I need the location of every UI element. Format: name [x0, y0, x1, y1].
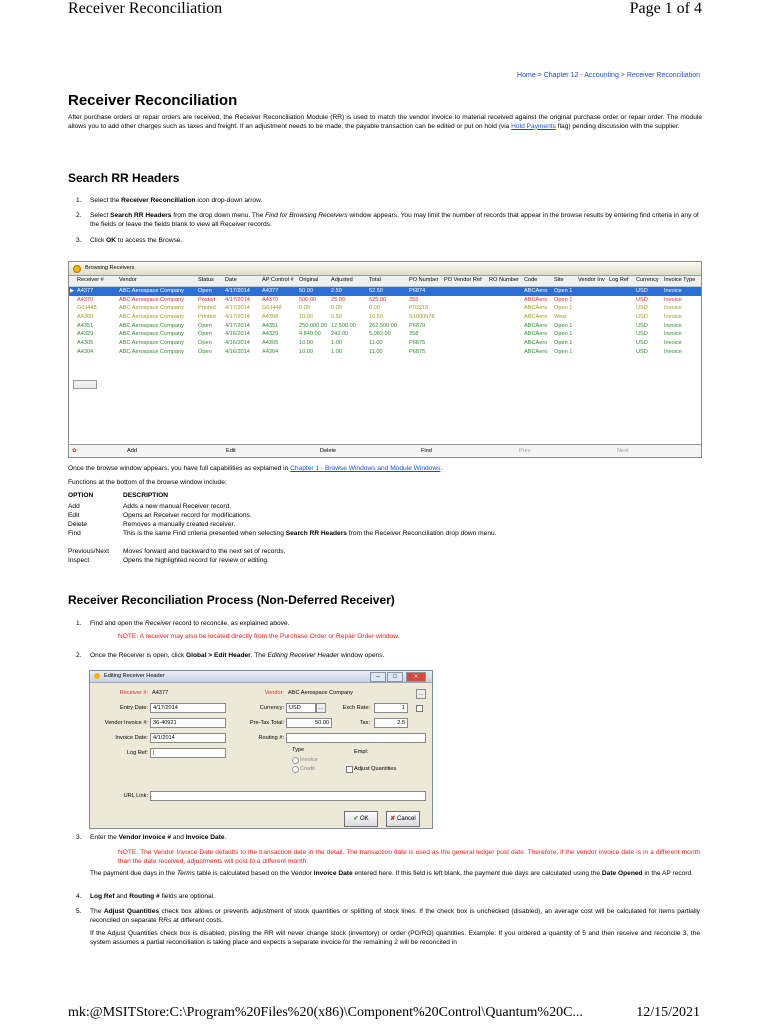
para-text: If the Adjust Quantities check box is disabled, posting the RR will never change stock (inventory) or order (PO/RO) quantities. Example: If you ordered a quantity of 5 and then receive and reconcile 3, the system assumes a partial reconciliation is taking place and expects a separate invoice for the remaining 2 will be reconciled in	[90, 930, 700, 946]
currency-lookup-button[interactable]: …	[316, 703, 326, 713]
step-text: The	[90, 908, 102, 915]
para-italic: Terms	[176, 870, 195, 877]
table-cell: A4377	[262, 288, 279, 294]
table-cell: Open	[198, 322, 212, 329]
table-cell: 50.00	[299, 288, 313, 294]
step-text: Once the Receiver is open, click	[90, 652, 185, 659]
adjust-quantities-label: Adjust Quantities	[354, 766, 397, 772]
maximize-button[interactable]: □	[387, 672, 403, 682]
step-italic: Find for Browsing Receivers	[265, 212, 348, 219]
table-cell: ABCAero	[524, 305, 548, 312]
option-column-header: OPTION	[68, 492, 94, 499]
grid-header-row	[69, 276, 701, 287]
table-cell: USD	[636, 322, 648, 329]
step-text: and	[116, 893, 128, 900]
step-italic: Receiver	[145, 620, 172, 627]
table-cell: 0.00	[331, 305, 342, 312]
url-link-field[interactable]	[150, 791, 426, 801]
adjust-quantities-checkbox[interactable]	[346, 766, 353, 773]
step-text: Click	[90, 237, 105, 244]
routing-number-label: Routing #:	[258, 735, 284, 741]
invoice-date-field[interactable]: 4/1/2014	[150, 733, 226, 743]
minimize-button[interactable]: –	[370, 672, 386, 682]
step-text: window opens.	[340, 652, 385, 659]
table-cell: 4,840.00	[299, 331, 321, 338]
table-cell: 25.00	[331, 296, 345, 303]
column-header[interactable]: PO Number	[409, 277, 439, 283]
table-cell: Posted	[198, 296, 216, 303]
para-bold: Invoice Date	[313, 870, 353, 877]
editing-receiver-header-dialog	[89, 670, 433, 829]
table-cell: P03218	[409, 305, 429, 312]
browse-title: Browsing Receivers	[85, 265, 135, 271]
vendor-label: Vendor:	[264, 690, 284, 696]
table-row[interactable]	[69, 330, 701, 339]
option-name: Add	[68, 503, 80, 510]
table-cell: 500.00	[299, 296, 317, 303]
type-invoice-radio[interactable]	[292, 757, 299, 764]
pre-tax-total-label: Pre-Tax Total:	[249, 720, 284, 726]
table-row[interactable]	[69, 287, 701, 296]
para-text: entered here. If this field is left blank, the payment due days are calculated using the	[354, 870, 601, 877]
after-browse-sentence: Once the browse window appears, you have full capabilities as explained in	[68, 465, 289, 472]
tax-label: Tax:	[359, 720, 370, 726]
cancel-label: Cancel	[397, 816, 416, 822]
table-cell: 1.00	[331, 348, 342, 355]
table-cell: ABC Aerospace Company	[119, 340, 184, 347]
find-button[interactable]: Find	[421, 448, 432, 454]
option-name: Find	[68, 530, 81, 537]
table-cell: 4/17/2014	[225, 305, 250, 312]
entry-date-label: Entry Date:	[120, 705, 148, 711]
intro-text: After purchase orders or repair orders are received, the Receiver Reconciliation Module (RR) is used to match the vendor invoice to material received against the original purchase order or repair order. The module allows you to add other charges such as taxes and freight. If an adjustment needs to be made, the payable transaction can be edited or put on hold (via	[68, 114, 702, 130]
footer-date: 12/15/2021	[636, 1005, 700, 1020]
column-header[interactable]: Adjusted	[331, 277, 353, 283]
column-header[interactable]: Receiver #	[77, 277, 104, 283]
table-cell: P6879	[409, 322, 426, 329]
page-number: Page 1 of 4	[629, 0, 702, 17]
table-cell: A4304	[262, 348, 279, 355]
exchange-rate-field[interactable]: 1	[374, 703, 408, 713]
table-cell: A4305	[262, 340, 279, 347]
table-row[interactable]	[69, 348, 701, 357]
table-cell: 12,500.00	[331, 322, 356, 329]
table-cell: 0.00	[299, 305, 310, 312]
table-cell: Invoice	[664, 288, 682, 294]
table-row[interactable]	[69, 339, 701, 348]
intro-text-end: flag) pending discussion with the supplier.	[557, 122, 680, 130]
table-cell: Open 1	[554, 322, 573, 329]
column-header[interactable]: Log Ref	[609, 277, 629, 283]
app-icon	[94, 673, 100, 679]
vendor-invoice-label: Vendor Invoice #:	[104, 720, 148, 726]
table-cell: ABCAero	[524, 322, 548, 329]
column-header[interactable]: Total	[369, 277, 381, 283]
pre-tax-total-field[interactable]: 50.00	[286, 718, 332, 728]
option-description: Moves forward and backward to the next set of records.	[123, 548, 286, 555]
step-text: Select the	[90, 197, 120, 204]
table-cell: 4/17/2014	[225, 296, 250, 303]
step-number: 4.	[76, 893, 82, 900]
table-cell: USD	[636, 340, 648, 347]
step-text: and	[172, 834, 184, 841]
breadcrumb-chapter[interactable]: Chapter 12 - Accounting	[543, 72, 619, 79]
step-text: .	[224, 834, 227, 841]
column-header[interactable]: Currency	[636, 277, 659, 283]
row-selector-icon: ▶	[70, 288, 75, 294]
table-cell: 4/17/2014	[225, 322, 250, 329]
column-header[interactable]: RO Number	[489, 277, 519, 283]
ok-label: OK	[360, 816, 369, 822]
period: .	[440, 465, 443, 472]
table-cell: Open	[198, 340, 212, 347]
column-header[interactable]: Site	[554, 277, 564, 283]
column-header[interactable]: Code	[524, 277, 538, 283]
column-header[interactable]: PO Vendor Ref	[444, 277, 482, 283]
hold-payments-link[interactable]: Hold Payments	[511, 122, 556, 130]
table-cell: 358	[409, 331, 419, 338]
table-cell: Invoice	[664, 296, 682, 303]
step-text: icon drop-down arrow.	[197, 197, 263, 204]
chapter-1-link[interactable]: Chapter 1 - Browse Windows and Module Windows	[290, 465, 441, 472]
table-cell: Open	[198, 331, 212, 338]
table-cell: Printed	[198, 314, 216, 321]
table-cell: Open 1	[554, 331, 573, 338]
table-cell: 2.50	[331, 288, 342, 294]
search-rr-heading: Search RR Headers	[68, 171, 180, 185]
step-number: 3.	[76, 834, 82, 841]
option-description: Removes a manually created receiver.	[123, 521, 236, 528]
table-cell: 10.00	[299, 348, 313, 355]
table-row[interactable]	[69, 296, 701, 305]
para-text: table is calculated based on the Vendor	[196, 870, 312, 877]
table-cell: ABC Aerospace Company	[119, 296, 184, 303]
table-cell: Open 1	[554, 288, 573, 294]
column-header[interactable]: Date	[225, 277, 237, 283]
step-bold: Log Ref	[90, 893, 115, 900]
ok-button[interactable]	[344, 811, 378, 827]
table-cell: USD	[636, 348, 648, 355]
option-name: Edit	[68, 512, 80, 519]
vendor-invoice-field[interactable]: 36-40921	[150, 718, 226, 728]
table-cell: 11.00	[369, 340, 383, 347]
prev-button[interactable]: Prev	[519, 448, 531, 454]
step-bold: Receiver Reconciliation	[121, 197, 196, 204]
step-bold: Search RR Headers	[110, 212, 172, 219]
table-cell: ABC Aerospace Company	[119, 331, 184, 338]
breadcrumb-home[interactable]: Home	[517, 72, 536, 79]
para-text: in the AP record.	[644, 870, 694, 877]
step-text: Find and open the	[90, 620, 144, 627]
column-header[interactable]: Vendor	[119, 277, 137, 283]
table-cell: ABC Aerospace Company	[119, 314, 184, 321]
table-cell: P6874	[409, 288, 426, 294]
table-cell: West	[554, 314, 567, 321]
table-cell: Invoice	[664, 305, 682, 312]
step-text: to access the Browse.	[117, 237, 183, 244]
breadcrumb-current[interactable]: Receiver Reconciliation	[626, 72, 700, 79]
table-cell: 5,082.00	[369, 331, 391, 338]
table-cell: ABCAero	[524, 348, 548, 355]
table-cell: A4305	[77, 340, 94, 347]
step-text: Enter the	[90, 834, 117, 841]
option-description: Adds a new manual Receiver record.	[123, 503, 232, 510]
cancel-x-icon: ✘	[390, 816, 396, 822]
table-cell: ABCAero	[524, 288, 548, 294]
close-button[interactable]: ✕	[406, 672, 426, 682]
delete-button[interactable]: Delete	[320, 448, 337, 454]
para-bold: Date Opened	[601, 870, 643, 877]
table-cell: Open 1	[554, 305, 573, 312]
table-cell: S1000578	[409, 314, 435, 321]
table-cell: ABCAero	[524, 314, 548, 321]
step-text: check box allows or prevents adjustment of stock quantities or splitting of stock lines. If the check box is unchecked (disabled), an average cost will be calculated for items partially reconciled on separate RRs at different costs.	[90, 908, 700, 924]
table-cell: ABC Aerospace Company	[119, 322, 184, 329]
table-cell: USD	[636, 331, 648, 338]
column-header[interactable]: Original	[299, 277, 319, 283]
table-cell: G0J448	[77, 305, 97, 312]
table-cell: 242.00	[331, 331, 349, 338]
table-cell: 4/16/2014	[225, 340, 250, 347]
currency-label: Currency:	[259, 705, 284, 711]
process-heading: Receiver Reconciliation Process (Non-Deferred Receiver)	[68, 593, 395, 607]
table-cell: USD	[636, 296, 648, 303]
table-row[interactable]	[69, 313, 701, 322]
step-text: . The	[250, 652, 266, 659]
table-cell: 0.50	[331, 314, 342, 321]
option-description: Opens the highlighted record for review or editing.	[123, 557, 269, 564]
table-cell: 4/17/2014	[225, 288, 250, 294]
description-column-header: DESCRIPTION	[123, 492, 169, 499]
breadcrumb-sep: >	[620, 72, 625, 79]
step-bold: Vendor Invoice #	[118, 834, 172, 841]
breadcrumb	[517, 72, 700, 79]
page-header-title: Receiver Reconciliation	[68, 0, 223, 17]
table-cell: 0.00	[369, 305, 380, 312]
option-description-end: from the Receiver Reconciliation drop down menu.	[348, 530, 497, 537]
intro-paragraph	[68, 114, 702, 131]
step-number: 3.	[76, 237, 82, 244]
type-credit-label: Credit	[300, 766, 315, 772]
tax-field[interactable]: 2.5	[374, 718, 408, 728]
option-description: Opens an Receiver record for modifications.	[123, 512, 252, 519]
step-text: window appears. You may limit the number of records that appear in the browse results by entering find criteria in any of the fields or leave the fields blank to view all Receiver records.	[90, 212, 699, 228]
after-browse-text	[68, 465, 702, 474]
step-bold: Global > Edit Header	[186, 652, 251, 659]
column-header[interactable]: Invoice Type	[664, 277, 696, 283]
step-number: 2.	[76, 652, 82, 659]
cancel-button[interactable]	[386, 811, 420, 827]
step-bold: Routing #	[129, 893, 160, 900]
empl-label: Empl:	[354, 749, 369, 755]
routing-number-field[interactable]	[286, 733, 426, 743]
edit-button[interactable]: Edit	[226, 448, 236, 454]
step-number: 5.	[76, 908, 82, 915]
exchange-rate-label: Exch Rate:	[342, 705, 370, 711]
table-cell: Open	[198, 288, 212, 294]
table-cell: Open 1	[554, 348, 573, 355]
table-cell: A4368	[262, 314, 279, 321]
table-cell: G0J448	[262, 305, 282, 312]
table-cell: Invoice	[664, 340, 682, 347]
step-italic: Editing Receiver Header	[267, 652, 339, 659]
para-text: The payment due days in the	[90, 870, 176, 877]
table-cell: 1.00	[331, 340, 342, 347]
exchange-rate-checkbox[interactable]	[416, 705, 423, 712]
table-cell: 4/17/2014	[225, 314, 250, 321]
log-ref-label: Log Ref:	[126, 750, 148, 756]
config-icon[interactable]: ✿	[72, 448, 77, 454]
horizontal-scrollbar[interactable]	[73, 380, 97, 389]
step-text: fields are optional.	[161, 893, 216, 900]
receivers-grid	[69, 276, 701, 357]
currency-field[interactable]: USD	[286, 703, 316, 713]
browse-titlebar	[69, 262, 701, 276]
checkmark-icon: ✔	[353, 816, 359, 822]
table-cell: A4329	[77, 331, 94, 338]
table-cell: A4370	[77, 296, 94, 303]
vendor-lookup-button[interactable]: …	[416, 689, 426, 699]
url-link-label: URL Link:	[123, 793, 148, 799]
browsing-receivers-window	[68, 261, 702, 458]
table-cell: A4370	[262, 296, 279, 303]
column-header[interactable]: Vendor Inv	[578, 277, 605, 283]
browse-button-bar	[69, 444, 701, 457]
app-icon	[73, 265, 81, 273]
table-cell: 4/16/2014	[225, 348, 250, 355]
option-description: This is the same Find criteria presented when selecting	[123, 530, 284, 537]
table-row[interactable]	[69, 304, 701, 313]
functions-intro: Functions at the bottom of the browse window include:	[68, 479, 227, 486]
table-cell: A4377	[77, 288, 94, 294]
invoice-date-label: Invoice Date:	[115, 735, 148, 741]
table-cell: 250,000.00	[299, 322, 327, 329]
table-cell: 52.50	[369, 288, 383, 294]
table-cell: 4/16/2014	[225, 331, 250, 338]
table-cell: Open 1	[554, 296, 573, 303]
step-number: 1.	[76, 197, 82, 204]
next-button[interactable]: Next	[617, 448, 629, 454]
table-cell: 525.00	[369, 296, 387, 303]
table-cell: A4351	[77, 322, 94, 329]
step-bold: Adjust Quantities	[103, 908, 160, 915]
column-header[interactable]: AP Control #	[262, 277, 294, 283]
table-cell: ABCAero	[524, 331, 548, 338]
step-text: from the drop down menu. The	[173, 212, 264, 219]
table-cell: Printed	[198, 305, 216, 312]
table-cell: P6875	[409, 348, 426, 355]
type-credit-radio[interactable]	[292, 766, 299, 773]
page-title: Receiver Reconciliation	[68, 92, 238, 109]
option-description-bold: Search RR Headers	[285, 530, 347, 537]
type-invoice-label: Invoice	[300, 757, 318, 763]
vendor-value: ABC Aerospace Company	[288, 690, 353, 696]
add-button[interactable]: Add	[127, 448, 137, 454]
option-name: Delete	[68, 521, 88, 528]
step-text: record to reconcile, as explained above.	[172, 620, 290, 627]
table-cell: Invoice	[664, 348, 682, 355]
table-cell: ABC Aerospace Company	[119, 348, 184, 355]
table-cell: USD	[636, 314, 648, 321]
table-cell: USD	[636, 305, 648, 312]
option-name: Previous/Next	[68, 548, 110, 555]
table-cell: Open	[198, 348, 212, 355]
column-header[interactable]: Status	[198, 277, 214, 283]
log-ref-field[interactable]: |	[150, 748, 226, 758]
entry-date-field[interactable]: 4/17/2014	[150, 703, 226, 713]
table-cell: 10.00	[299, 314, 313, 321]
breadcrumb-sep: >	[537, 72, 542, 79]
table-cell: USD	[636, 288, 648, 294]
table-cell: 262,500.00	[369, 322, 397, 329]
table-row[interactable]	[69, 322, 701, 331]
dialog-titlebar	[90, 671, 432, 683]
receiver-number-label: Receiver #:	[119, 690, 148, 696]
table-cell: ABCAero	[524, 340, 548, 347]
footer-path: mk:@MSITStore:C:\Program%20Files%20(x86)\Component%20Control\Quantum%20C...	[68, 1005, 583, 1020]
table-cell: ABC Aerospace Company	[119, 305, 184, 312]
type-label: Type	[292, 747, 305, 753]
step-bold: Invoice Date	[185, 834, 225, 841]
step-bold: OK	[106, 237, 117, 244]
receiver-number-value: A4377	[152, 690, 169, 696]
table-cell: P6875	[409, 340, 426, 347]
table-cell: 355	[409, 296, 419, 303]
option-name: Inspect	[68, 557, 90, 564]
dialog-title: Editing Receiver Header	[104, 673, 165, 679]
table-cell: 10.50	[369, 314, 383, 321]
note-text: NOTE: The Vendor Invoice Date defaults to the transaction date in the detail. The transaction date is used as the general ledger post date. Therefore, if the vendor invoice date is in a different month than the date received, adjustments will post to a different month.	[118, 849, 700, 865]
table-cell: A4304	[77, 348, 94, 355]
table-cell: A4351	[262, 322, 279, 329]
step-number: 2.	[76, 212, 82, 219]
step-text: Select	[90, 212, 109, 219]
note-text: NOTE: A receiver may also be located directly from the Purchase Order or Repair Order window.	[118, 633, 400, 640]
table-cell: A4329	[262, 331, 279, 338]
table-cell: Open 1	[554, 340, 573, 347]
table-cell: Invoice	[664, 314, 682, 321]
table-cell: 10.00	[299, 340, 313, 347]
table-cell: ABC Aerospace Company	[119, 288, 184, 294]
table-cell: ABCAero	[524, 296, 548, 303]
step-number: 1.	[76, 620, 82, 627]
table-cell: Invoice	[664, 331, 682, 338]
table-cell: Invoice	[664, 322, 682, 329]
table-cell: A4368	[77, 314, 94, 321]
table-cell: 11.00	[369, 348, 383, 355]
